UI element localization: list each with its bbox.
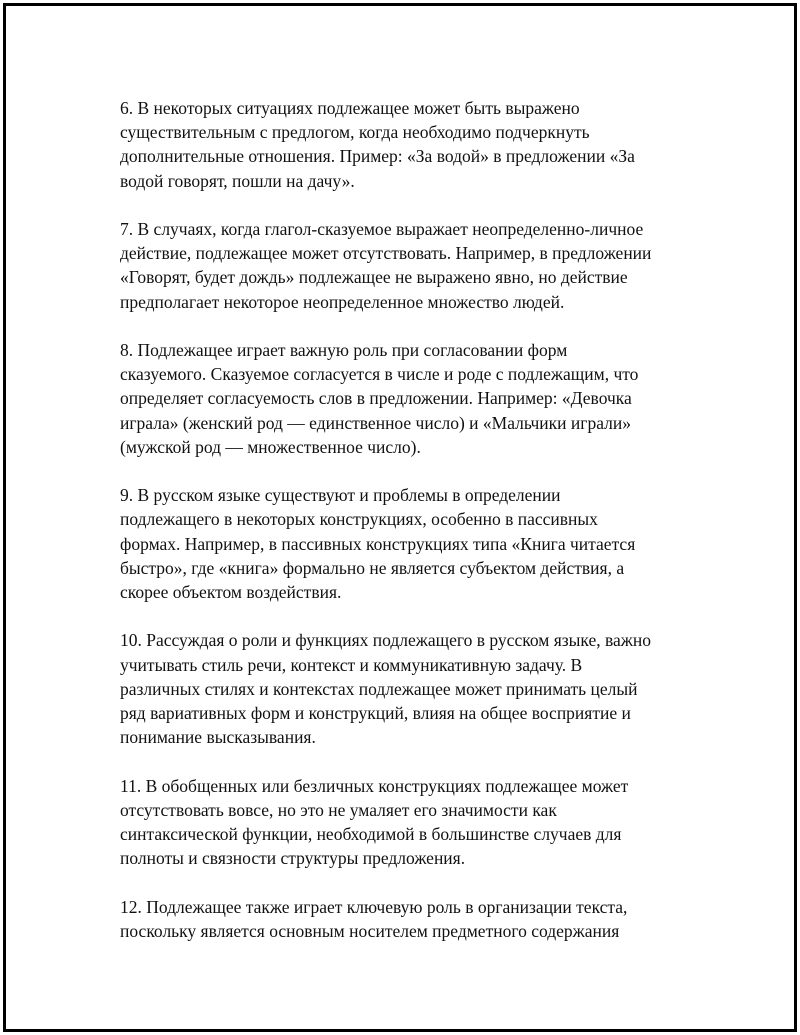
text-line: полноты и связности структуры предложения.	[120, 848, 466, 869]
text-line: 12. Подлежащее также играет ключевую роль в организации текста,	[120, 896, 628, 917]
paragraph-12	[120, 895, 680, 943]
text-line: «Говорят, будет дождь» подлежащее не выражено явно, но действие	[120, 267, 628, 288]
text-line: отсутствовать вовсе, но это не умаляет его значимости как	[120, 799, 557, 820]
paragraph-11	[120, 774, 680, 871]
text-line: (мужской род — множественное число).	[120, 436, 421, 457]
text-line: быстро», где «книга» формально не является субъектом действия, а	[120, 557, 625, 578]
text-line: 8. Подлежащее играет важную роль при согласовании форм	[120, 340, 568, 360]
text-line: действие, подлежащее может отсутствовать. Например, в предложении	[120, 243, 652, 264]
text-line: определяет согласуемость слов в предложении. Например: «Девочка	[120, 388, 632, 409]
text-line: 11. В обобщенных или безличных конструкциях подлежащее может	[120, 775, 629, 796]
paragraph-7	[120, 217, 680, 314]
paragraph-10	[120, 628, 680, 749]
page-frame	[3, 3, 797, 1032]
text-line: 7. В случаях, когда глагол-сказуемое выражает неопределенно-личное	[120, 219, 644, 239]
text-line: подлежащего в некоторых конструкциях, особенно в пассивных	[120, 509, 598, 530]
text-line: предполагает некоторое неопределенное множество людей.	[120, 291, 565, 312]
paragraph-6	[120, 96, 680, 193]
text-line: сказуемого. Сказуемое согласуется в числе и роде с подлежащим, что	[120, 364, 639, 385]
document-body	[120, 96, 680, 967]
text-line: существительным с предлогом, когда необходимо подчеркнуть	[120, 122, 590, 143]
text-line: скорее объектом воздействия.	[120, 582, 342, 603]
text-line: 10. Рассуждая о роли и функциях подлежащего в русском языке, важно	[120, 630, 652, 651]
text-line: понимание высказывания.	[120, 727, 316, 748]
text-line: синтаксической функции, необходимой в большинстве случаев для	[120, 824, 622, 845]
paragraph-8	[120, 338, 680, 459]
text-line: играла» (женский род — единственное число) и «Мальчики играли»	[120, 412, 631, 433]
text-line: 6. В некоторых ситуациях подлежащее может быть выражено	[120, 98, 580, 118]
text-line: ряд вариативных форм и конструкций, влияя на общее восприятие и	[120, 703, 631, 724]
paragraph-9	[120, 483, 680, 604]
text-line: поскольку является основным носителем предметного содержания	[120, 920, 620, 941]
text-line: дополнительные отношения. Пример: «За водой» в предложении «За	[120, 146, 635, 167]
text-line: различных стилях и контекстах подлежащее может принимать целый	[120, 678, 638, 699]
text-line: 9. В русском языке существуют и проблемы в определении	[120, 485, 561, 506]
text-line: формах. Например, в пассивных конструкциях типа «Книга читается	[120, 533, 636, 554]
text-line: водой говорят, пошли на дачу».	[120, 170, 355, 191]
text-line: учитывать стиль речи, контекст и коммуникативную задачу. В	[120, 654, 583, 675]
